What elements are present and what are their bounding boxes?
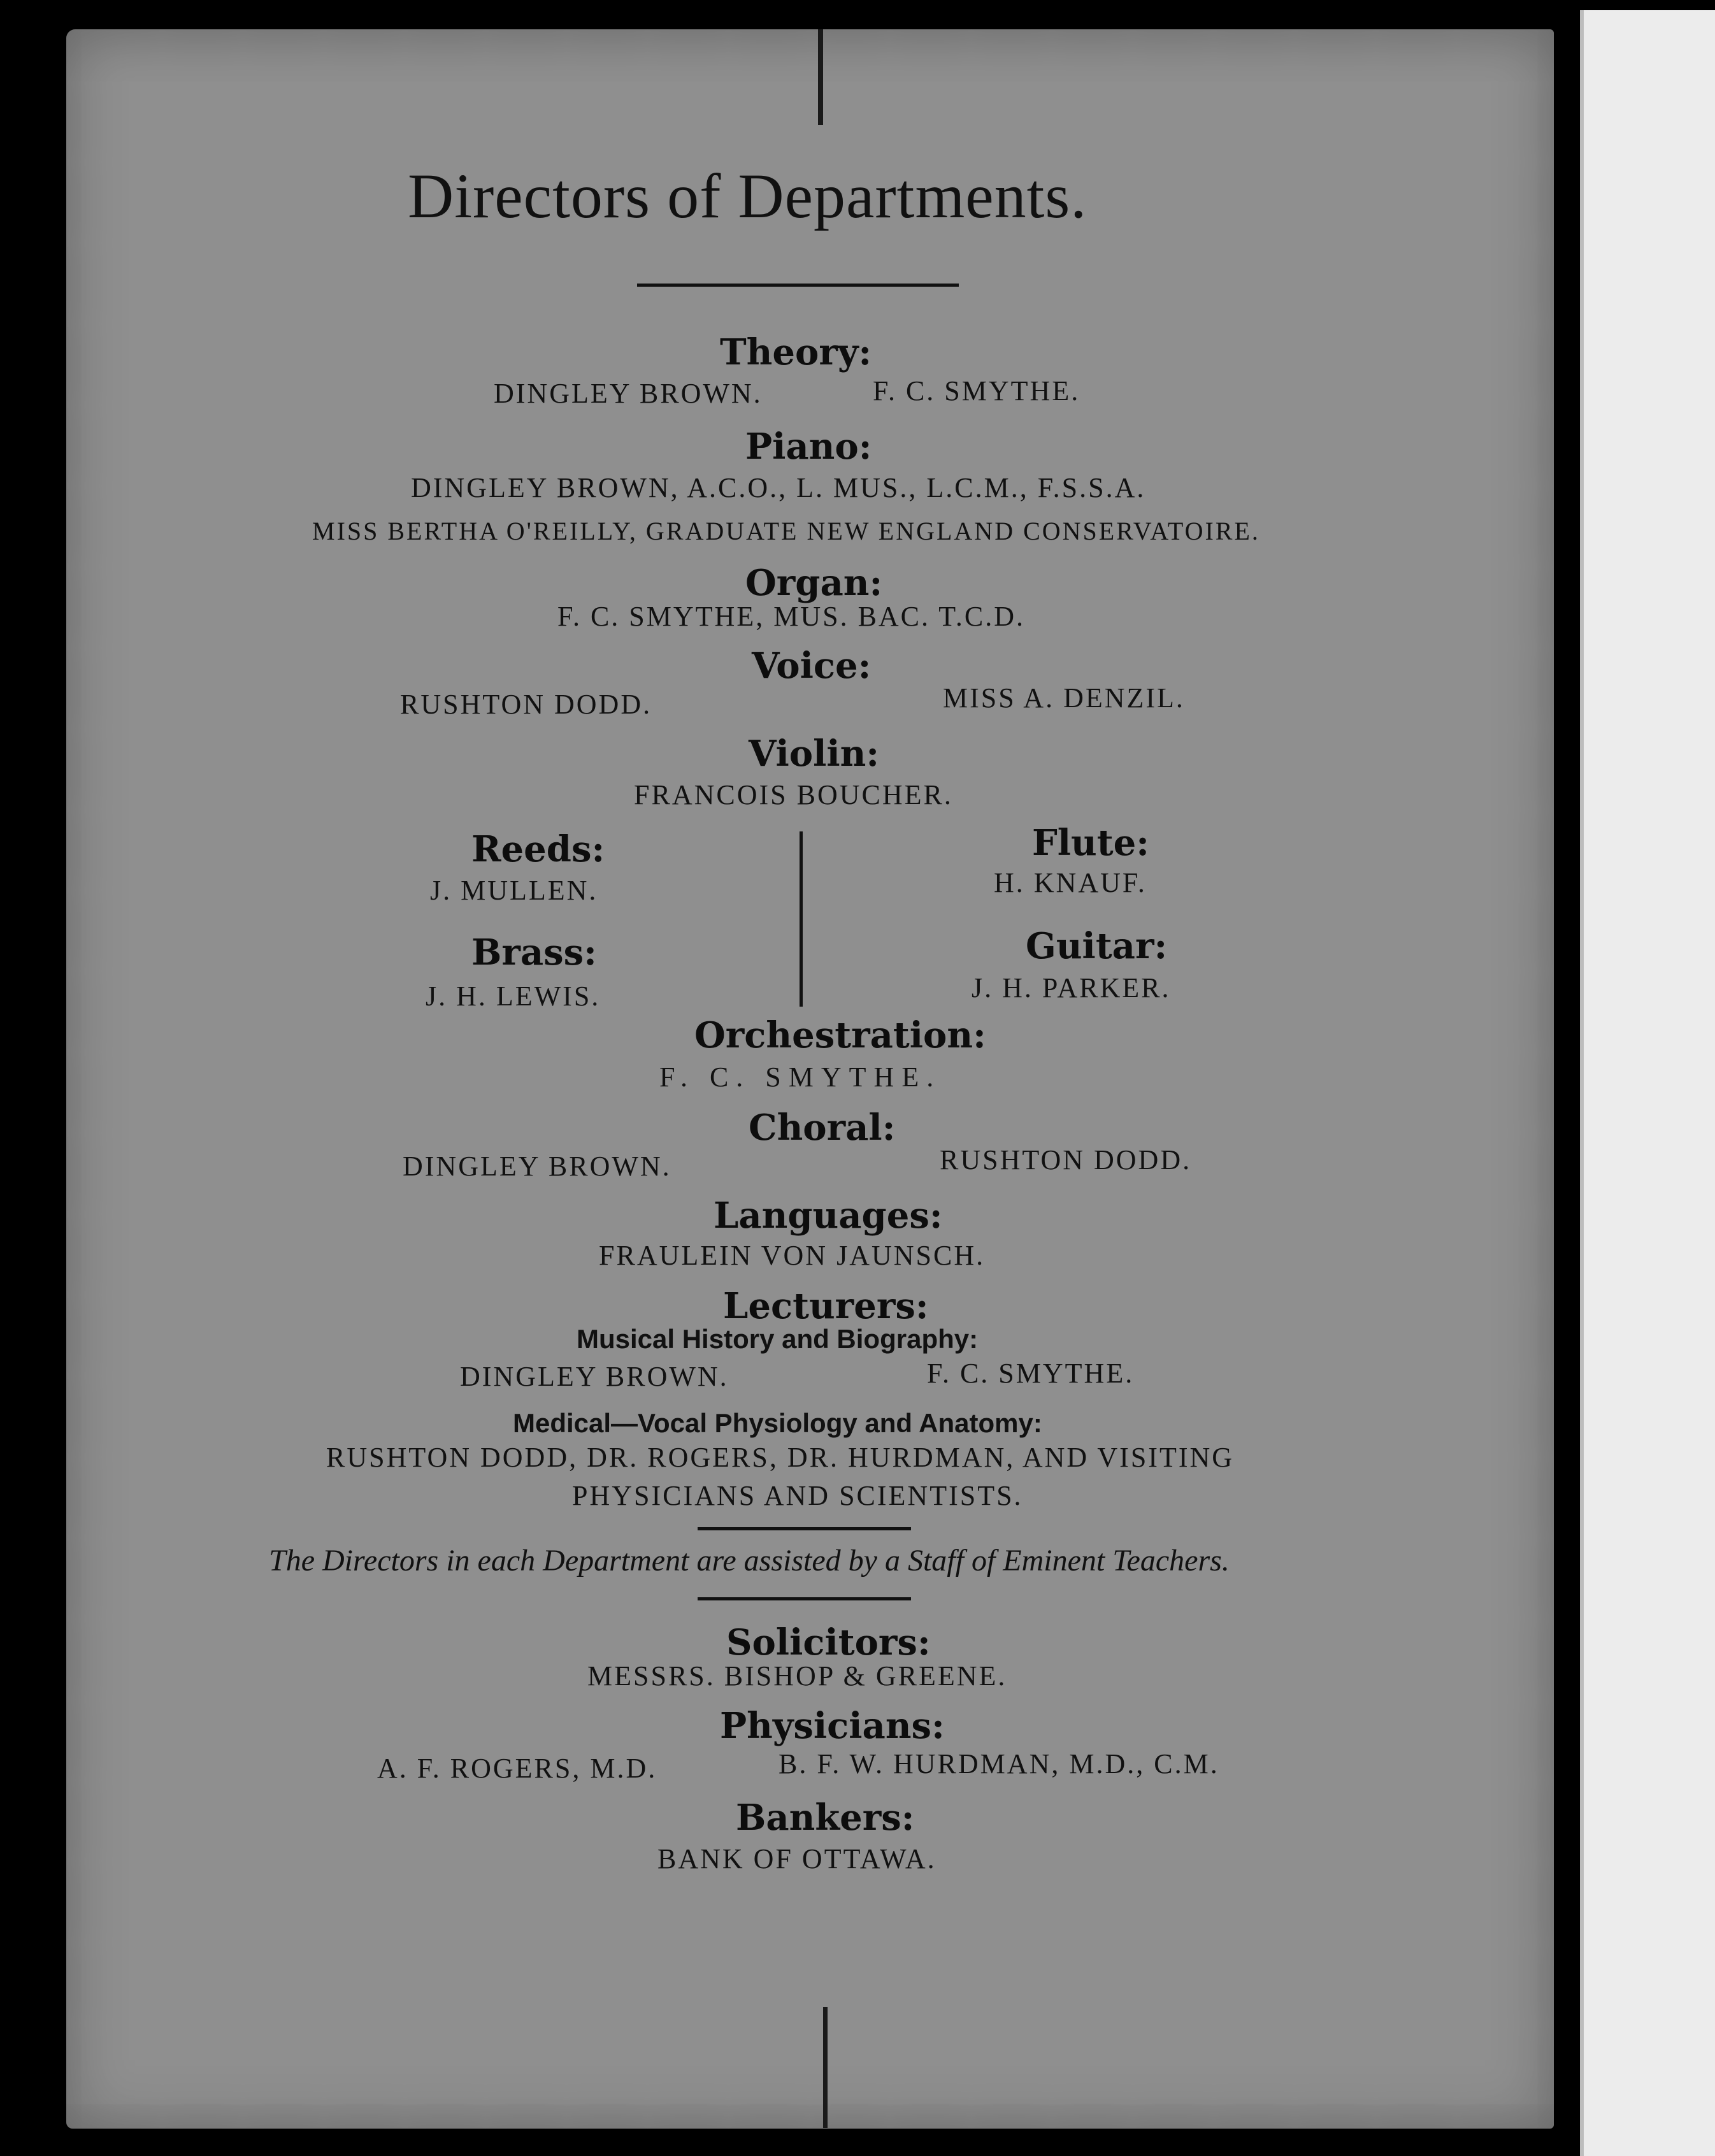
bankers-heading: Bankers: xyxy=(736,1797,915,1839)
voice-name-1: RUSHTON DODD. xyxy=(400,689,652,720)
piano-heading: Piano: xyxy=(745,426,872,468)
staff-note: The Directors in each Department are assisted by a Staff of Eminent Teachers. xyxy=(269,1544,1230,1577)
bankers-name: BANK OF OTTAWA. xyxy=(657,1843,936,1874)
note-rule-bottom xyxy=(698,1597,911,1600)
physicians-name-1: A. F. ROGERS, M.D. xyxy=(377,1753,657,1784)
brass-name: J. H. LEWIS. xyxy=(426,981,601,1012)
page-title: Directors of Departments. xyxy=(408,161,1087,231)
flute-heading: Flute: xyxy=(1032,822,1149,864)
solicitors-heading: Solicitors: xyxy=(726,1621,931,1664)
note-rule-top xyxy=(698,1527,911,1530)
violin-heading: Violin: xyxy=(749,733,880,775)
piano-line-1: DINGLEY BROWN, A.C.O., L. MUS., L.C.M., F.S.S.A. xyxy=(411,472,1146,503)
choral-name-2: RUSHTON DODD. xyxy=(940,1144,1192,1175)
theory-name-2: F. C. SMYTHE. xyxy=(873,375,1080,406)
organ-heading: Organ: xyxy=(745,562,883,604)
solicitors-name: MESSRS. BISHOP & GREENE. xyxy=(587,1660,1007,1692)
lecturers-sub-history: Musical History and Biography: xyxy=(577,1324,979,1354)
voice-name-2: MISS A. DENZIL. xyxy=(943,682,1185,714)
lecturers-sub-medical: Medical—Vocal Physiology and Anatomy: xyxy=(513,1408,1042,1438)
lecturers-name-2: F. C. SMYTHE. xyxy=(927,1358,1135,1389)
brass-heading: Brass: xyxy=(471,931,597,974)
languages-name: FRAULEIN VON JAUNSCH. xyxy=(599,1240,986,1271)
orchestration-name: F. C. SMYTHE. xyxy=(659,1061,942,1093)
fold-crease-bottom xyxy=(823,2007,828,2128)
orchestration-heading: Orchestration: xyxy=(694,1014,986,1056)
guitar-name: J. H. PARKER. xyxy=(972,972,1171,1003)
organ-name: F. C. SMYTHE, MUS. BAC. T.C.D. xyxy=(557,601,1025,632)
physicians-name-2: B. F. W. HURDMAN, M.D., C.M. xyxy=(779,1748,1219,1779)
title-rule xyxy=(637,284,959,287)
piano-line-2: MISS BERTHA O'REILLY, GRADUATE NEW ENGLAND CONSERVATOIRE. xyxy=(312,517,1260,545)
adjacent-page-edge xyxy=(1580,10,1715,2156)
languages-heading: Languages: xyxy=(714,1195,943,1237)
lecturers-line-1: RUSHTON DODD, DR. ROGERS, DR. HURDMAN, AND VISITING xyxy=(326,1442,1235,1473)
fold-crease-top xyxy=(818,29,823,125)
violin-name: FRANCOIS BOUCHER. xyxy=(634,779,953,810)
column-divider xyxy=(800,831,803,1007)
flute-name: H. KNAUF. xyxy=(994,867,1147,898)
theory-heading: Theory: xyxy=(720,331,872,373)
choral-heading: Choral: xyxy=(749,1107,896,1149)
reeds-name: J. MULLEN. xyxy=(430,875,598,906)
theory-name-1: DINGLEY BROWN. xyxy=(494,378,763,409)
guitar-heading: Guitar: xyxy=(1026,925,1168,967)
voice-heading: Voice: xyxy=(752,645,872,687)
physicians-heading: Physicians: xyxy=(720,1705,945,1747)
reeds-heading: Reeds: xyxy=(471,828,605,870)
lecturers-line-2: PHYSICIANS AND SCIENTISTS. xyxy=(572,1480,1023,1511)
lecturers-heading: Lecturers: xyxy=(723,1285,929,1327)
choral-name-1: DINGLEY BROWN. xyxy=(403,1151,671,1182)
lecturers-name-1: DINGLEY BROWN. xyxy=(460,1361,729,1392)
